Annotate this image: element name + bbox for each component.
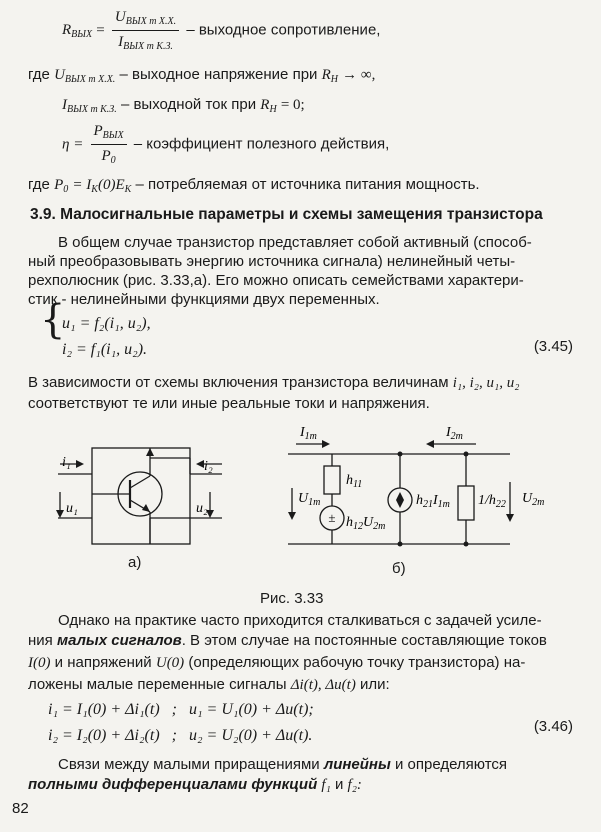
h22-resistor [458, 486, 474, 520]
uout-definition: где $U_{ВЫХ m Х.Х.}$ – выходное напряжение при $R_H$ → ∞, [28, 66, 376, 85]
paragraph-3-line-2: ния малых сигналов. В этом случае на постоянные составляющие токов [28, 632, 547, 649]
paragraph-3-line-3: I(0) и напряжений U(0) (определяющих рабочую точку транзистора) на- [28, 654, 526, 671]
fig-b-I1m-label: $I_{1m}$ [300, 425, 317, 442]
paragraph-3-line-4: ложены малые переменные сигналы Δi(t), Δu(t) или: [28, 676, 390, 693]
fig-a-u2-label: u₂ [196, 501, 208, 516]
paragraph-2-line-1: В зависимости от схемы включения транзистора величинам i₁, i₂, u₁, u₂ [28, 374, 520, 391]
system-eq-2: i₂ = f₁(i₁, u₂). [62, 341, 148, 358]
paragraph-4-line-1: Связи между малыми приращениями линейны и определяются [58, 756, 508, 773]
section-title: 3.9. Малосигнальные параметры и схемы замещения транзистора [30, 206, 543, 223]
page-number: 82 [12, 800, 29, 817]
fig-a-box [92, 448, 190, 544]
figure-label-a: а) [128, 554, 142, 571]
paragraph-2-line-2: соответствуют те или иные реальные токи и напряжения. [28, 395, 430, 412]
fig-b-U2m-label: $U_{2m}$ [522, 491, 545, 508]
fig-b-h11-label: $h_{11}$ [346, 473, 363, 490]
rout-fraction: $\frac{U_{ВЫХ m Х.Х.}}{I_{ВЫХ m К.З.}}$ [112, 8, 179, 53]
figure-3-33 [0, 418, 601, 598]
svg-text:±: ± [328, 510, 336, 525]
fig-b-h22-label: $1/h_{22}$ [478, 493, 506, 510]
fig-b-h12U2m-label: $h_{12}U_{2m}$ [346, 515, 386, 532]
paragraph-3-line-1: Однако на практике часто приходится сталкиваться с задачей усиле- [58, 612, 542, 629]
paragraph-1-line-4: стик - нелинейными функциями двух переменных. [28, 291, 380, 308]
equation-3-46-line-1: i₁ = I₁(0) + Δi₁(t) ; u₁ = U₁(0) + Δu(t); [48, 701, 314, 718]
paragraph-1-line-1: В общем случае транзистор представляет собой активный (способ- [58, 234, 532, 251]
system-brace: { [40, 297, 66, 343]
transistor-collector [130, 476, 150, 488]
equation-3-46-line-2: i₂ = I₂(0) + Δi₂(t) ; u₂ = U₂(0) + Δu(t). [48, 727, 313, 744]
paragraph-1-line-2: ный преобразовывать энергию источника сигнала) нелинейный четы- [28, 253, 516, 270]
paragraph-4-line-2: полными дифференциалами функций f₁ и f₂: [28, 776, 362, 793]
iout-definition: $I_{ВЫХ m К.З.}$ – выходной ток при $R_H = 0$; [62, 96, 305, 115]
fig-a-i2-label: i₂ [204, 459, 213, 474]
rout-symbol: $R_{ВЫХ}$ [62, 22, 93, 41]
eta-formula: η = $\frac{P_{ВЫХ}}{P_0}$ – коэффициент полезного действия, [62, 123, 390, 166]
p0-definition: где $P_0 = I_K(0)E_K$ – потребляемая от источника питания мощность. [28, 176, 480, 195]
figure-caption: Рис. 3.33 [260, 590, 324, 607]
equals-sign: = [96, 22, 105, 39]
rout-formula [62, 8, 380, 53]
rout-description: – выходное сопротивление, [186, 21, 381, 39]
equation-number-3-45: (3.45) [533, 338, 573, 355]
paragraph-1-line-3: рехполюсник (рис. 3.33,а). Его можно описать семействами характери- [28, 272, 524, 289]
equation-number-3-46: (3.46) [533, 718, 573, 735]
figure-label-b: б) [392, 560, 406, 577]
fig-b-U1m-label: $U_{1m}$ [298, 491, 321, 508]
fig-b-I2m-label: $I_{2m}$ [446, 425, 463, 442]
system-eq-1: u₁ = f₂(i₁, u₂), [62, 315, 151, 332]
h11-resistor [324, 466, 340, 494]
fig-b-h21I1m-label: $h_{21}I_{1m}$ [416, 493, 450, 510]
fig-a-u1-label: u₁ [66, 501, 78, 516]
fig-a-i1-label: i₁ [62, 455, 71, 470]
